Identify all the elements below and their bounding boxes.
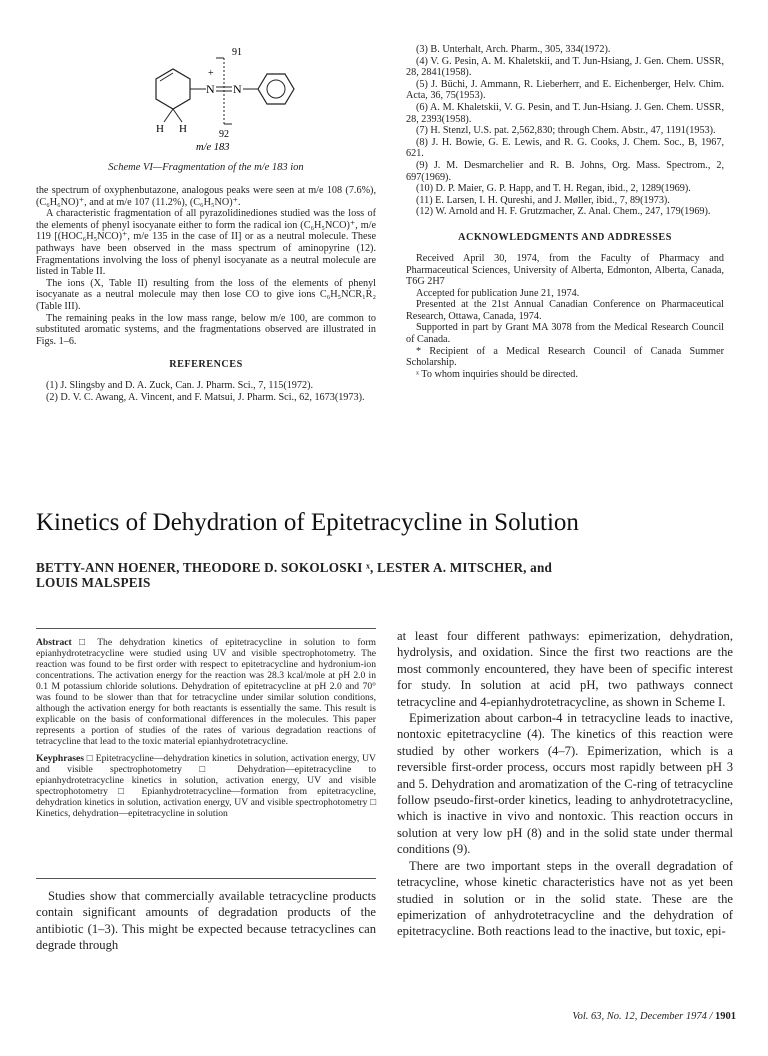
plus-charge: + <box>208 68 214 79</box>
acknowledgments-heading: ACKNOWLEDGMENTS AND ADDRESSES <box>458 231 672 243</box>
paragraph: at least four different pathways: epimerization, dehydration, hydrolysis, and oxidation. Since the first two reactions are the most commonly encountered, they have been of specific interest for study. In solution at acid pH, two pathways connect tetracycline and 4-epianhydrotetracycline, as shown in Scheme I. <box>397 629 733 709</box>
reference-item: (8) J. H. Bowie, G. E. Lewis, and R. G. Cooks, J. Chem. Soc., B, 1967, 621. <box>406 136 724 160</box>
ack-item: Supported in part by Grant MA 3078 from the Medical Research Council of Canada. <box>406 322 724 346</box>
keyphrases-text: Epitetracycline—dehydration kinetics in solution, activation energy, UV and visible spectrophotometry □ Dehydration—epitetracycline to epianhydrotetracycline kinetics in solution, activation energy, UV and visible spectrophotometry □ Epianhydrotetracycline—formation from epitetracycline, dehydration kinetics in solution, activation energy, UV and visible spectrophotometry □ Kinetics, dehydration—epitetracycline in solution <box>36 753 376 819</box>
reference-item: (4) V. G. Pesin, A. M. Khaletskii, and T. Jun-Hsiang, J. Gen. Chem. USSR, 28, 2841(1958). <box>406 55 724 79</box>
authors-line: LOUIS MALSPEIS <box>36 575 151 590</box>
page-number: 1901 <box>715 1011 736 1022</box>
paragraph: the spectrum of oxyphenbutazone, analogous peaks were seen at m/e 108 (7.6%), (C₆H₆NO)⁺, and at m/e 107 (11.2%), (C₆H₅NO)⁺. <box>36 185 376 208</box>
ack-item: Presented at the 21st Annual Canadian Conference on Pharmaceutical Research, Ottawa, Canada, 1974. <box>406 299 724 322</box>
scheme-caption: Scheme VI—Fragmentation of the m/e 183 ion <box>108 162 304 173</box>
n1-label: N <box>206 82 215 96</box>
abstract <box>36 637 376 747</box>
paragraph: The remaining peaks in the low mass range, below m/e 100, are common to substituted aromatic systems, and the fragmentations observed are illustrated in Figs. 1–6. <box>36 312 376 347</box>
keyphrases-label: Keyphrases <box>36 753 84 764</box>
h-bond-left <box>164 109 173 122</box>
reference-item: (5) J. Büchi, J. Ammann, R. Lieberherr, and E. Eichenberger, Helv. Chim. Acta, 36, 75(1953). <box>406 78 724 102</box>
paragraph: Studies show that commercially available tetracycline products contain significant amounts of degradation products of the antibiotic (1–3). This might be expected because tetracyclines can degrade through <box>36 889 376 953</box>
left-top-column <box>36 44 376 404</box>
fragment-92: 92 <box>219 129 229 140</box>
abstract-divider <box>36 878 376 879</box>
right-body-column <box>397 628 733 940</box>
ring-double-bond <box>160 73 173 81</box>
fragment-91: 91 <box>232 47 242 58</box>
paragraph: The ions (X, Table II) resulting from the loss of the elements of phenyl isocyanate as a neutral molecule may then lose CO to give ions C₆H₅NCR₁R₂ (Table III). <box>36 277 376 312</box>
page-footer: Vol. 63, No. 12, December 1974 / 1901 <box>572 1011 736 1022</box>
references-heading: REFERENCES <box>169 359 243 371</box>
article-title: Kinetics of Dehydration of Epitetracycline in Solution <box>36 509 579 536</box>
paragraph: A characteristic fragmentation of all pyrazolidinediones studied was the loss of the elements of phenyl isocyanate either to form the radical ion (C₆H₅NCO)⁺, m/e 119 [(HOC₆H₅NCO)⁺, m/e 135 in the case of II] or as a neutral molecule. These pathways have been observed in the mass spectrum of aminopyrine (12). Fragmentations involving the loss of phenyl isocyanate as a neutral molecule are listed in Table II. <box>36 208 376 278</box>
article-authors <box>36 560 736 590</box>
journal-citation: Vol. 63, No. 12, December 1974 <box>572 1011 707 1022</box>
left-body-text <box>36 185 376 347</box>
ack-item: * Recipient of a Medical Research Council of Canada Summer Scholarship. <box>406 345 724 369</box>
reference-item: (11) E. Larsen, I. H. Qureshi, and J. Møller, ibid., 7, 89(1973). <box>416 194 670 206</box>
ack-item: Received April 30, 1974, from the Faculty of Pharmacy and Pharmaceutical Sciences, University of Alberta, Edmonton, Alberta, Canada, T6G 2H7 <box>406 252 724 288</box>
keyphrases <box>36 753 376 819</box>
phenyl-ring <box>258 74 294 104</box>
h-label-right: H <box>179 123 187 135</box>
reference-item: (1) J. Slingsby and D. A. Zuck, Can. J. Pharm. Sci., 7, 115(1972). <box>46 380 314 392</box>
authors-line: BETTY-ANN HOENER, THEODORE D. SOKOLOSKI ˣ, LESTER A. MITSCHER, and <box>36 560 553 575</box>
ack-item: Accepted for publication June 21, 1974. <box>416 287 580 299</box>
n2-label: N <box>233 82 242 96</box>
mass-label: m/e 183 <box>196 142 230 152</box>
reference-item: (3) B. Unterhalt, Arch. Pharm., 305, 334(1972). <box>416 44 611 55</box>
reference-item: (10) D. P. Maier, G. P. Happ, and T. H. Regan, ibid., 2, 1289(1969). <box>416 183 691 195</box>
paragraph: Epimerization about carbon-4 in tetracycline leads to inactive, nontoxic epitetracycline (4). The kinetics of this reaction were studied by other workers (4–7). Epimerization, which is a reversible first-order process, occurs most rapidly between pH 3 and 5. Dehydration and aromatization of the C-ring of tetracycline follow pseudo-first-order kinetics, leading to anhydrotetracycline, which is inactive in vivo and nontoxic. This reaction occurs in solution at very low pH (8) and in the solid state under thermal conditions (9). <box>397 711 733 857</box>
box-icon: □ <box>79 637 90 648</box>
reference-item: (2) D. V. C. Awang, A. Vincent, and F. Matsui, J. Pharm. Sci., 62, 1673(1973). <box>46 391 365 403</box>
reference-item: (12) W. Arnold and H. F. Grutzmacher, Z. Anal. Chem., 247, 179(1969). <box>416 206 711 218</box>
abstract-text: The dehydration kinetics of epitetracycline in solution to form epianhydrotetracycline were studied using UV and visible spectrophotometry. The reaction was found to be first order with respect to epitetracycline and hydronium-ion concentrations. The activation energy for the reaction was 28.3 kcal/mole at pH 2.0 in 0.1 M potassium chloride solutions. Dehydration of epitetracycline at pH 2.0 and 70° was found to be slower than that for tetracycline under similar solution conditions, although the activation energy for both reactants is essentially the same. This result is explicable on the basis of conformational differences in the molecules. This paper represents a portion of studies of the rates of various degradation reactions of tetracycline that lead to the toxic material epianhydrotetracycline. <box>36 637 376 747</box>
left-ring <box>156 69 190 109</box>
right-top-column <box>406 44 724 380</box>
abstract-label: Abstract <box>36 637 72 648</box>
h-bond-right <box>173 109 182 122</box>
reference-item: (9) J. M. Desmarchelier and R. B. Johns, Org. Mass. Spectrom., 2, 697(1969). <box>406 159 724 183</box>
abstract-box <box>36 628 376 825</box>
reference-item: (6) A. M. Khaletskii, V. G. Pesin, and T. Jun-Hsiang. J. Gen. Chem. USSR, 28, 2393(1958). <box>406 101 724 125</box>
ack-item: ˣ To whom inquiries should be directed. <box>416 368 578 380</box>
scheme-vi-structure <box>36 44 376 152</box>
reference-item: (7) H. Stenzl, U.S. pat. 2,562,830; through Chem. Abstr., 47, 1191(1953). <box>416 125 716 137</box>
aromatic-circle <box>267 80 285 98</box>
fragmentation-diagram <box>36 44 376 152</box>
h-label-left: H <box>156 123 164 135</box>
paragraph: There are two important steps in the overall degradation of tetracycline, whose kinetic characteristics have not as yet been studied in solution or in the solid state. These are the epimerization of anhydrotetracycline and the dehydration of epitetracycline. Both reactions lead to the inactive, but toxic, epi- <box>397 858 733 939</box>
intro-left-column <box>36 888 376 954</box>
box-icon: □ <box>86 753 93 764</box>
